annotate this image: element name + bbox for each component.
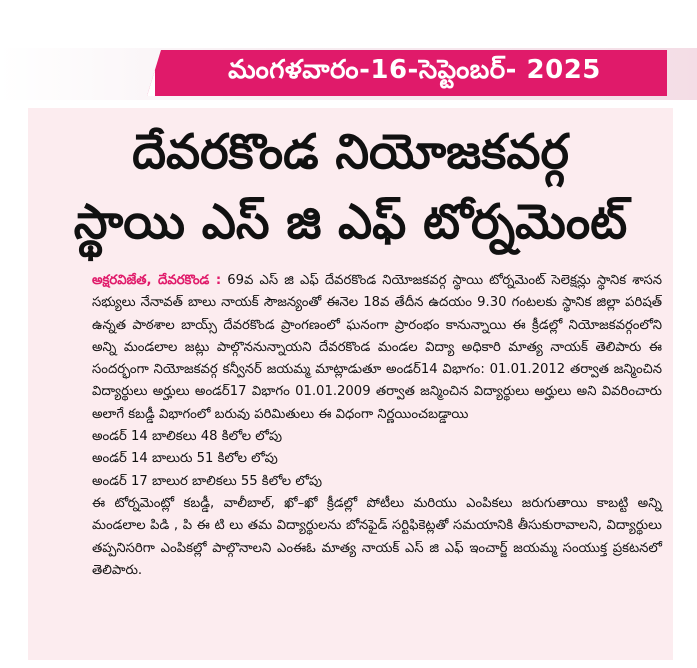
date-text: మంగళవారం-16-సెప్టెంబర్- 2025 <box>228 55 601 85</box>
weight-rule-2: అండర్ 14 బాలురు 51 కిలోల లోపు <box>92 451 278 467</box>
weight-rule-1: అండర్ 14 బాలికలు 48 కిలోల లోపు <box>92 429 283 445</box>
dateline: అక్షరవిజేత, దేవరకొండ : <box>92 273 222 288</box>
paragraph-2: ఈ టోర్నమెంట్లో కబడ్డీ, వాలీబాల్, ఖో–ఖో క్రీడల్లో పోటీలు మరియు ఎంపికలు జరుగుతాయి కాబట్టి అన్ని మండలాల పిడి , పి ఈ టి లు తమ విద్యార్థులను బోనఫైడ్ సర్టిఫికెట్లతో సమయానికి తీసుకురావాలని, విద్యార్థులు తప్పనిసరిగా ఎంపికల్లో పాల్గొనాలని ఎంఈఓ మాత్య నాయక్ ఎస్ జి ఎఫ్ ఇంచార్జ్ జయమ్మ సంయుక్త ప్రకటనలో తెలిపారు. <box>92 495 662 578</box>
weight-rule-3: అండర్ 17 బాలుర బాలికలు 55 కిలోల లోపు <box>92 473 323 489</box>
headline-line-2: స్థాయి ఎస్ జి ఎఫ్ టోర్నమెంట్ <box>73 194 628 250</box>
paragraph-1-text: 69వ ఎస్ జి ఎఫ్ దేవరకొండ నియోజకవర్గ స్థాయి టోర్నమెంట్ సెలెక్షన్లు స్థానిక శాసన సభ్యులు నేనావత్ బాలు నాయక్ సౌజన్యంతో ఈనెల 18వ తేదీన ఉదయం 9.30 గంటలకు స్థానిక జిల్లా పరిషత్ ఉన్నత పాఠశాల బాయ్స్ దేవరకొండ ప్రాంగణంలో ఘనంగా ప్రారంభం కానున్నాయి ఈ క్రీడల్లో నియోజకవర్గంలోని అన్ని మండలాల జట్లు పాల్గొననున్నాయని దేవరకొండ మండల విద్యా అధికారి మాత్య నాయక్ తెలిపారు ఈ సందర్భంగా నియోజకవర్గ కన్వీనర్ జయమ్మ మాట్లాడుతూ అండర్14 విభాగం: 01.01.2012 తర్వాత జన్మించిన విద్యార్థులు అర్హులు అండర్17 విభాగం 01.01.2009 తర్వాత జన్మించిన విద్యార్థులు అర్హులు అని వివరించారు అలాగే కబడ్డీ విభాగంలో బరువు పరిమితులు ఈ విధంగా నిర్ణయించబడ్డాయి <box>92 273 662 422</box>
article-body <box>56 270 662 582</box>
date-badge-label <box>162 53 667 93</box>
top-margin <box>0 0 697 48</box>
paragraph-1 <box>56 270 662 426</box>
news-article <box>28 108 673 660</box>
headline-line-1: దేవరకొండ నియోజకవర్గ <box>132 124 569 180</box>
